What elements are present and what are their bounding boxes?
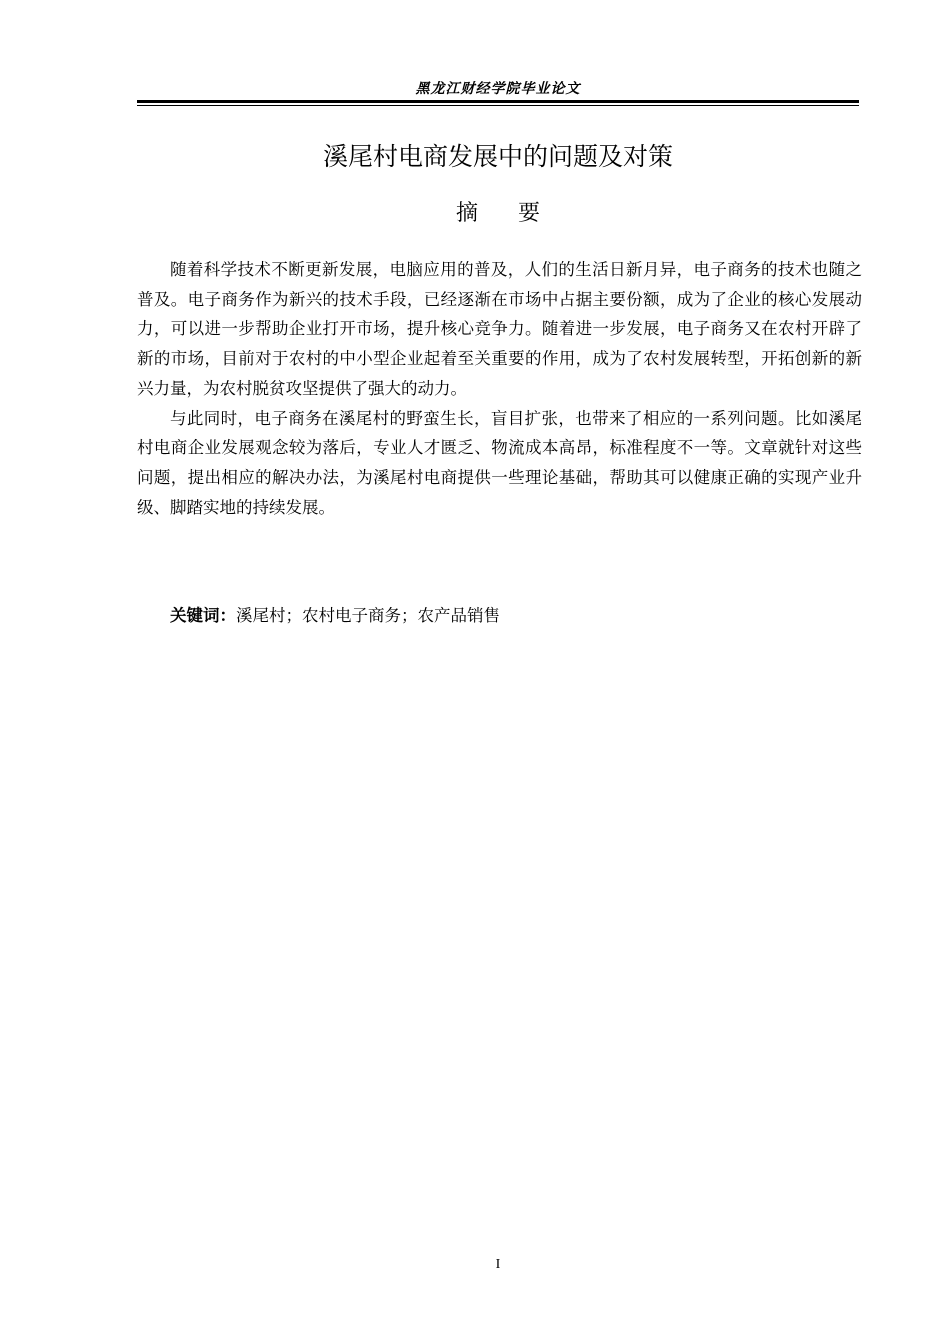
header-rule-thick <box>137 100 859 103</box>
abstract-body <box>137 255 862 522</box>
keywords-label: 关键词： <box>170 606 236 625</box>
abstract-heading-right: 要 <box>518 201 541 226</box>
keywords-value: 溪尾村；农村电子商务；农产品销售 <box>236 606 500 625</box>
abstract-heading <box>137 197 859 231</box>
abstract-paragraph-2: 与此同时，电子商务在溪尾村的野蛮生长，盲目扩张，也带来了相应的一系列问题。比如溪尾村电商企业发展观念较为落后，专业人才匮乏、物流成本高昂，标准程度不一等。文章就针对这些问题，提出相应的解决办法，为溪尾村电商提供一些理论基础，帮助其可以健康正确的实现产业升级、脚踏实地的持续发展。 <box>137 408 862 517</box>
abstract-heading-left: 摘 <box>455 201 478 226</box>
document-title: 溪尾村电商发展中的问题及对策 <box>322 142 673 171</box>
keywords-line <box>170 601 500 631</box>
abstract-paragraph-1: 随着科学技术不断更新发展，电脑应用的普及，人们的生活日新月异，电子商务的技术也随之普及。电子商务作为新兴的技术手段，已经逐渐在市场中占据主要份额，成为了企业的核心发展动力，可以进一步帮助企业打开市场，提升核心竞争力。随着进一步发展，电子商务又在农村开辟了新的市场，目前对于农村的中小型企业起着至关重要的作用，成为了农村发展转型，开拓创新的新兴力量，为农村脱贫攻坚提供了强大的动力。 <box>137 260 862 398</box>
running-header: 黑龙江财经学院毕业论文 <box>415 81 581 97</box>
page-number: I <box>495 1257 501 1272</box>
header-rule-thin <box>137 105 859 106</box>
